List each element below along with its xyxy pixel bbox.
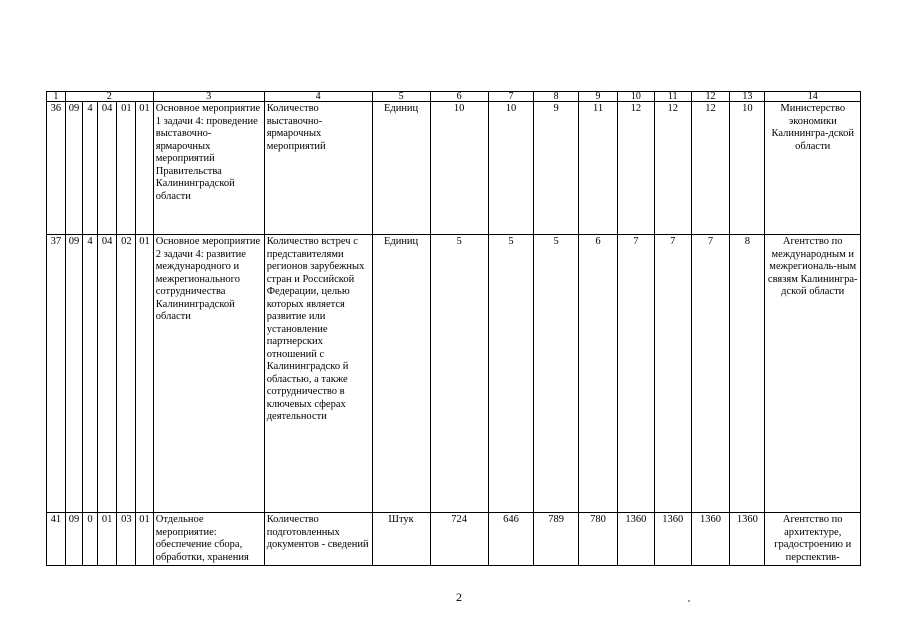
header-cell: 10	[618, 92, 654, 102]
code-cell: 09	[65, 102, 83, 235]
value-cell: 646	[488, 513, 534, 566]
header-cell: 1	[47, 92, 66, 102]
unit-cell: Штук	[372, 513, 430, 566]
header-cell: 9	[578, 92, 617, 102]
scan-speck	[688, 600, 690, 602]
code-cell: 09	[65, 235, 83, 513]
value-cell: 10	[488, 102, 534, 235]
code-cell: 01	[136, 235, 154, 513]
value-cell: 9	[534, 102, 579, 235]
code-cell: 4	[83, 235, 98, 513]
code-cell: 02	[117, 235, 136, 513]
code-cell: 01	[136, 513, 154, 566]
value-cell: 789	[534, 513, 579, 566]
header-cell: 12	[691, 92, 729, 102]
row-number: 41	[47, 513, 66, 566]
code-cell: 4	[83, 102, 98, 235]
value-cell: 780	[578, 513, 617, 566]
value-cell: 1360	[654, 513, 691, 566]
header-cell: 8	[534, 92, 579, 102]
value-cell: 7	[618, 235, 654, 513]
value-cell: 12	[691, 102, 729, 235]
value-cell: 11	[578, 102, 617, 235]
responsible-cell: Агентство по архитектуре, градостроению и перспектив-	[765, 513, 861, 566]
value-cell: 12	[654, 102, 691, 235]
value-cell: 7	[691, 235, 729, 513]
value-cell: 5	[534, 235, 579, 513]
value-cell: 1360	[730, 513, 765, 566]
value-cell: 7	[654, 235, 691, 513]
measure-name: Основное мероприятие 1 задачи 4: проведение выставочно-ярмарочных мероприятий Правительства Калининградской области	[153, 102, 264, 235]
value-cell: 6	[578, 235, 617, 513]
code-cell: 01	[117, 102, 136, 235]
row-number: 37	[47, 235, 66, 513]
code-cell: 04	[97, 235, 117, 513]
header-row	[47, 92, 861, 102]
unit-cell: Единиц	[372, 235, 430, 513]
responsible-cell: Министерство экономики Калинингра-дской области	[765, 102, 861, 235]
header-cell: 3	[153, 92, 264, 102]
value-cell: 10	[730, 102, 765, 235]
code-cell: 01	[136, 102, 154, 235]
value-cell: 5	[488, 235, 534, 513]
header-cell: 5	[372, 92, 430, 102]
header-cell: 6	[430, 92, 488, 102]
table-row	[47, 102, 861, 235]
code-cell: 01	[97, 513, 117, 566]
code-cell: 09	[65, 513, 83, 566]
page-number: 2	[456, 590, 462, 604]
code-cell: 0	[83, 513, 98, 566]
indicator-name: Количество встреч с представителями регионов зарубежных стран и Российской Федерации, целью которых является развитие или установление партнерских отношений с Калининградско й областью, а также сотрудничество в ключевых сферах деятельности	[264, 235, 372, 513]
header-cell: 11	[654, 92, 691, 102]
header-cell: 4	[264, 92, 372, 102]
table-row	[47, 235, 861, 513]
unit-cell: Единиц	[372, 102, 430, 235]
header-cell: 7	[488, 92, 534, 102]
table-row	[47, 513, 861, 566]
header-cell: 2	[65, 92, 153, 102]
program-table	[46, 91, 861, 566]
indicator-name: Количество выставочно-ярмарочных мероприятий	[264, 102, 372, 235]
measure-name: Основное мероприятие 2 задачи 4: развитие международного и межрегионального сотрудничества Калининградской области	[153, 235, 264, 513]
value-cell: 1360	[691, 513, 729, 566]
header-cell: 14	[765, 92, 861, 102]
code-cell: 03	[117, 513, 136, 566]
value-cell: 10	[430, 102, 488, 235]
value-cell: 1360	[618, 513, 654, 566]
responsible-cell: Агентство по международным и межрегиональ-ным связям Калинингра-дской области	[765, 235, 861, 513]
value-cell: 5	[430, 235, 488, 513]
value-cell: 8	[730, 235, 765, 513]
indicator-name: Количество подготовленных документов - сведений	[264, 513, 372, 566]
code-cell: 04	[97, 102, 117, 235]
header-cell: 13	[730, 92, 765, 102]
measure-name: Отдельное мероприятие: обеспечение сбора, обработки, хранения	[153, 513, 264, 566]
row-number: 36	[47, 102, 66, 235]
value-cell: 12	[618, 102, 654, 235]
value-cell: 724	[430, 513, 488, 566]
